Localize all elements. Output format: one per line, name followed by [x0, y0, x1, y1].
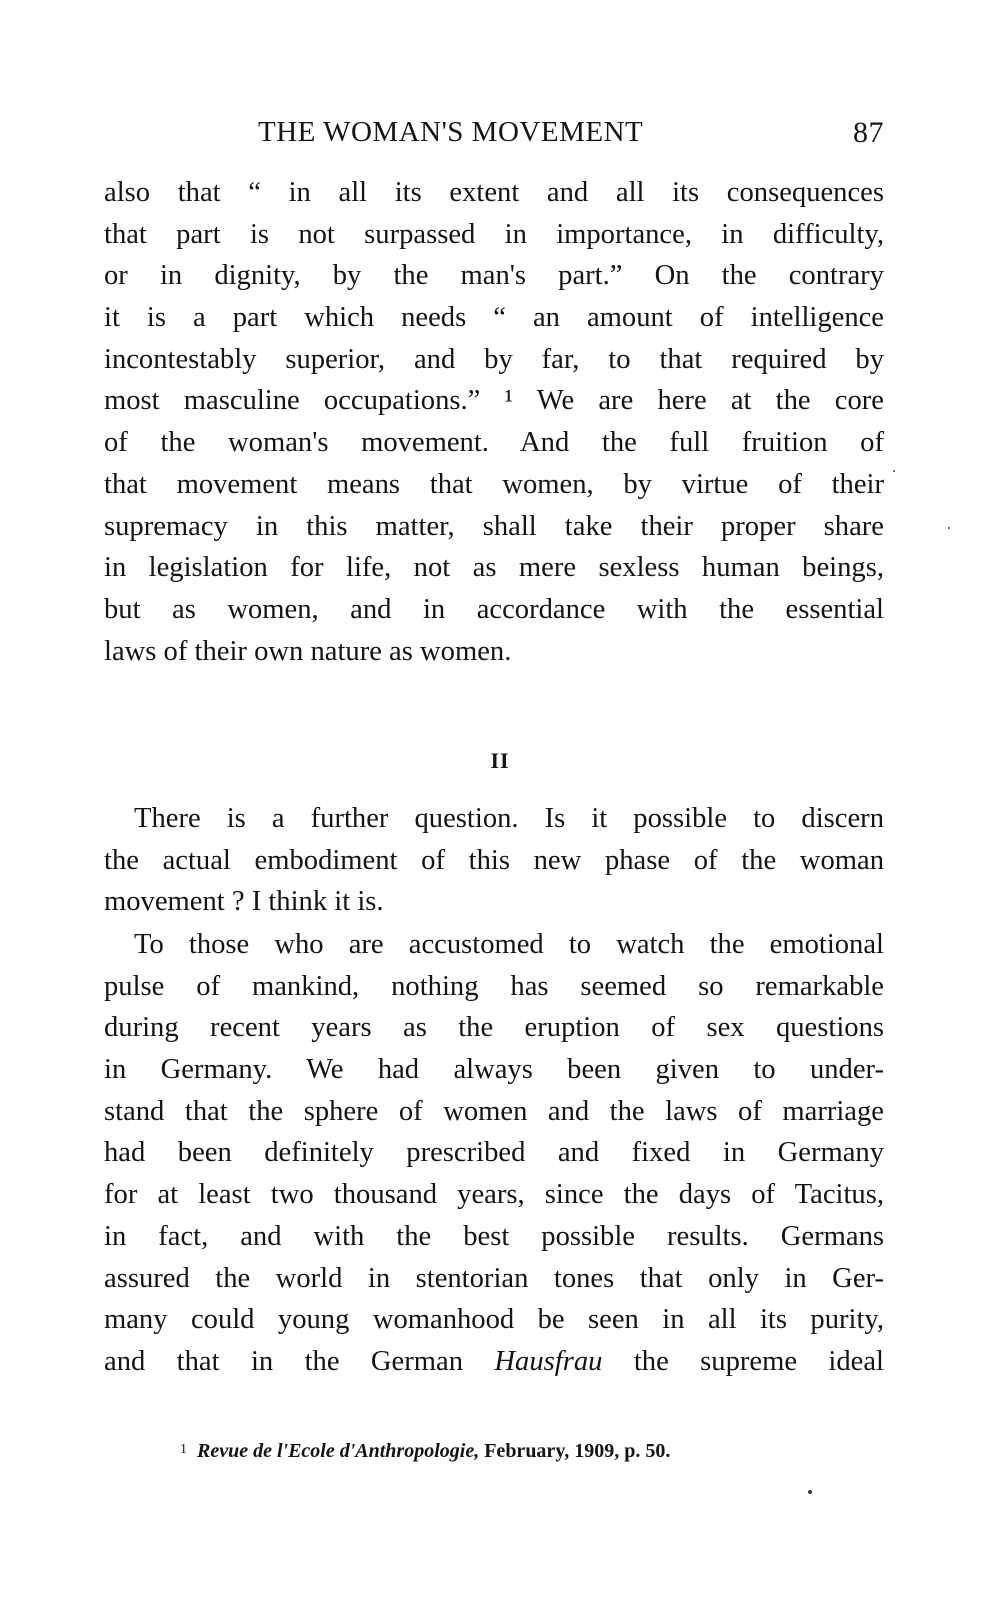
section-numeral: II	[490, 748, 510, 773]
italic-word: Hausfrau	[494, 1345, 603, 1377]
text-line: during recent years as the eruption of sex questions	[104, 1012, 884, 1044]
scan-speck	[893, 470, 895, 472]
text-line: stand that the sphere of women and the laws of marriage	[104, 1095, 884, 1127]
text-line: in fact, and with the best possible results. Germans	[104, 1220, 884, 1252]
text-line: for at least two thousand years, since the days of Tacitus,	[104, 1179, 884, 1211]
text-line: also that “ in all its extent and all its consequences	[104, 177, 884, 208]
scan-speck	[948, 527, 950, 529]
text-line: incontestably superior, and by far, to that required by	[104, 343, 884, 375]
text-line: the actual embodiment of this new phase of the woman	[104, 844, 884, 876]
text-line: of the woman's movement. And the full fruition of	[104, 427, 884, 459]
footnote	[180, 1440, 670, 1463]
paragraph-3	[104, 924, 884, 1383]
scan-speck	[808, 1490, 812, 1494]
text-line: There is a further question. Is it possible to discern	[134, 803, 884, 834]
text-line-end: the supreme ideal	[633, 1345, 884, 1377]
text-line: assured the world in stentorian tones that only in Ger-	[104, 1262, 884, 1294]
text-line: had been definitely prescribed and fixed in Germany	[104, 1137, 884, 1169]
paragraph-1	[104, 172, 884, 672]
text-line: many could young womanhood be seen in all its purity,	[104, 1304, 884, 1336]
text-line: it is a part which needs “ an amount of intelligence	[104, 302, 884, 334]
page-number: 87	[853, 116, 884, 149]
text-line: most masculine occupations.” ¹ We are here at the core	[104, 385, 884, 417]
footnote-citation: February, 1909, p. 50.	[484, 1440, 671, 1462]
text-line: pulse of mankind, nothing has seemed so remarkable	[104, 970, 884, 1002]
text-line-start: and that in the German	[104, 1345, 463, 1377]
running-head-title: THE WOMAN'S MOVEMENT	[258, 116, 644, 148]
text-line: that movement means that women, by virtue of their	[104, 468, 884, 500]
footnote-title: Revue de l'Ecole d'Anthropologie,	[197, 1440, 480, 1462]
text-line: To those who are accustomed to watch the emotional	[134, 929, 884, 960]
text-line: in legislation for life, not as mere sexless human beings,	[104, 552, 884, 584]
text-line: movement ? I think it is.	[104, 886, 384, 918]
text-line-final	[104, 1341, 884, 1383]
text-line: or in dignity, by the man's part.” On the contrary	[104, 260, 884, 292]
text-line: but as women, and in accordance with the essential	[104, 593, 884, 625]
running-head	[104, 112, 884, 152]
footnote-marker: 1	[180, 1442, 187, 1457]
text-line: that part is not surpassed in importance, in difficulty,	[104, 218, 884, 250]
text-line: supremacy in this matter, shall take their proper share	[104, 510, 884, 542]
text-line: laws of their own nature as women.	[104, 635, 512, 667]
text-line: in Germany. We had always been given to under-	[104, 1054, 884, 1086]
paragraph-2	[104, 798, 884, 923]
